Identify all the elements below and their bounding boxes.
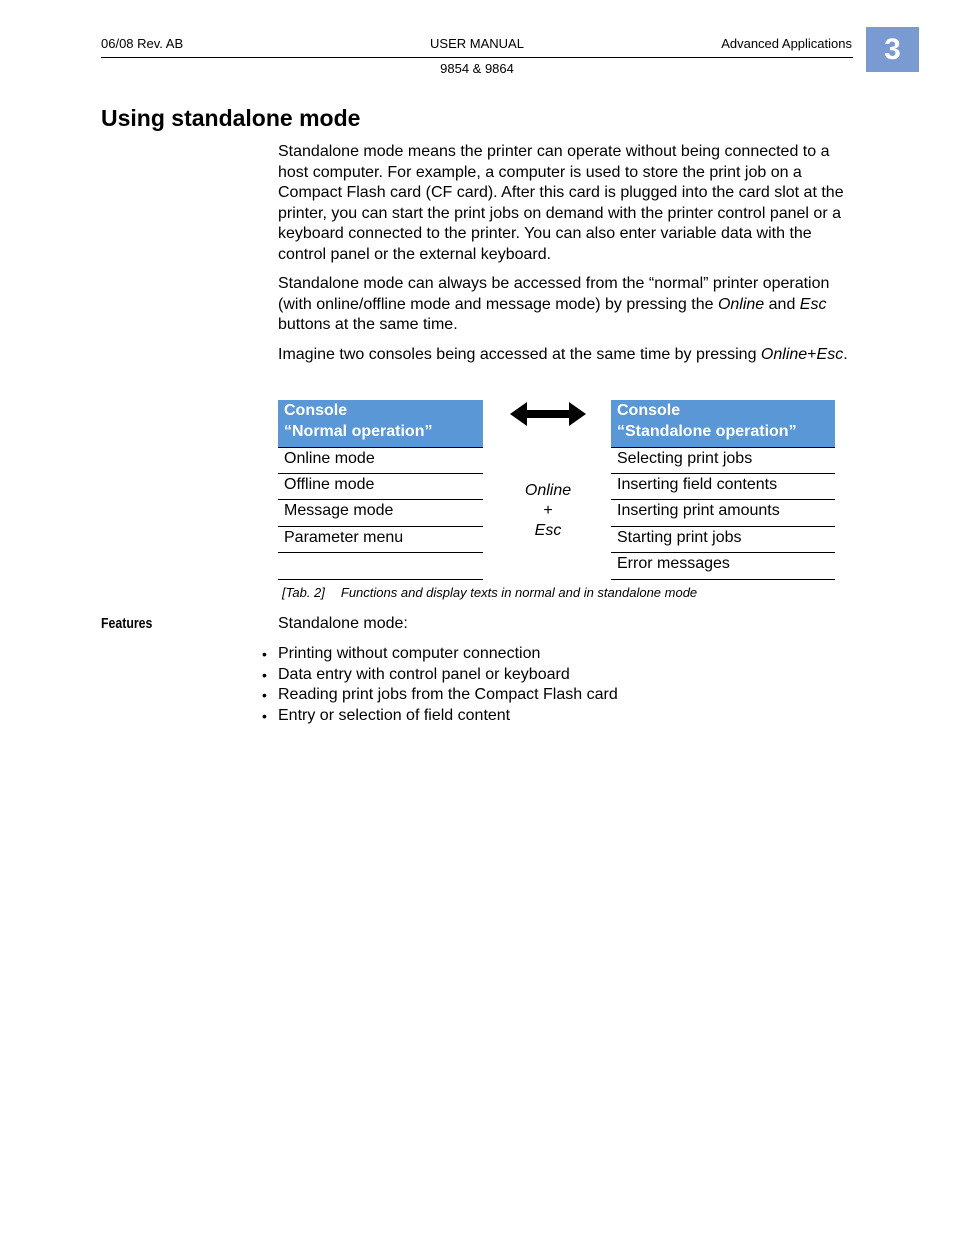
list-item-text: Data entry with control panel or keyboard	[278, 665, 570, 683]
list-item	[262, 644, 618, 665]
console-normal-header	[278, 400, 483, 447]
chapter-tab: 3	[866, 27, 919, 72]
console-normal-row	[278, 553, 483, 580]
switch-key-combination	[499, 481, 597, 541]
header-model: 9854 & 9864	[440, 61, 514, 76]
console-normal-row: Online mode	[278, 447, 483, 474]
list-item-text: Entry or selection of field content	[278, 706, 511, 724]
console-standalone-row: Selecting print jobs	[611, 447, 835, 474]
console-standalone-row: Inserting field contents	[611, 474, 835, 501]
console-normal-table	[278, 400, 483, 580]
online-key-name: Online	[717, 295, 765, 313]
bullet-icon: •	[262, 666, 267, 683]
paragraph-access-text: Standalone mode can always be accessed from the “normal” printer operation (with online/offline mode and message mode) by pressing the	[278, 275, 830, 313]
list-item	[262, 706, 618, 727]
header-section: Advanced Applications	[721, 36, 852, 51]
paragraph-consoles-text: Imagine two consoles being accessed at the same time by pressing	[278, 346, 761, 363]
list-item	[262, 685, 618, 706]
paragraph-access-end: buttons at the same time.	[278, 316, 458, 334]
online-key-name: Online	[760, 346, 808, 363]
header-manual-title: USER MANUAL	[430, 36, 524, 51]
paragraph-intro: Standalone mode means the printer can operate without being connected to a host computer. For example, a computer is used to store the print job on a Compact Flash card (CF card). After this card is plugged into the card slot at the printer, you can start the print jobs on demand with the printer control panel or a keyboard connected to the printer. You can also enter variable data with the control panel or the external keyboard.	[278, 143, 844, 263]
features-list	[262, 644, 618, 726]
paragraph-consoles-end: .	[843, 346, 848, 363]
esc-key-name: Esc	[816, 346, 844, 363]
bullet-icon: •	[262, 687, 267, 704]
console-standalone-header-line1: Console	[617, 402, 681, 419]
console-standalone-header-line2: “Standalone operation”	[617, 422, 797, 440]
switch-online-label: Online	[524, 482, 572, 499]
bullet-icon: •	[262, 646, 267, 662]
paragraph-access-and: and	[764, 295, 800, 313]
console-standalone-row: Error messages	[611, 553, 835, 580]
console-normal-row: Parameter menu	[278, 527, 483, 554]
header-divider	[101, 57, 853, 58]
table-caption	[282, 585, 697, 601]
page-title: Using standalone mode	[101, 105, 361, 131]
plus-sign: +	[807, 346, 817, 363]
switch-plus-label: +	[543, 502, 553, 519]
table-caption-tag: [Tab. 2]	[282, 585, 325, 600]
double-headed-arrow-icon	[510, 400, 586, 428]
bullet-icon: •	[262, 707, 267, 724]
console-normal-row: Message mode	[278, 500, 483, 527]
header-revision: 06/08 Rev. AB	[101, 36, 184, 51]
paragraph-access	[278, 274, 853, 336]
esc-key-name: Esc	[799, 295, 827, 313]
switch-esc-label: Esc	[534, 522, 562, 539]
console-normal-header-line2: “Normal operation”	[284, 422, 433, 440]
paragraph-consoles	[278, 345, 853, 366]
table-caption-text: Functions and display texts in normal and in standalone mode	[340, 585, 698, 600]
console-standalone-row: Starting print jobs	[611, 527, 835, 554]
console-standalone-header	[611, 400, 835, 447]
console-normal-row: Offline mode	[278, 474, 483, 501]
console-normal-header-line1: Console	[284, 402, 348, 419]
list-item-text: Printing without computer connection	[278, 645, 541, 662]
console-standalone-table	[611, 400, 835, 580]
list-item	[262, 665, 618, 686]
features-side-label: Features	[101, 616, 153, 632]
list-item-text: Reading print jobs from the Compact Flash card	[278, 686, 618, 704]
features-intro: Standalone mode:	[278, 615, 408, 632]
console-standalone-row: Inserting print amounts	[611, 500, 835, 527]
